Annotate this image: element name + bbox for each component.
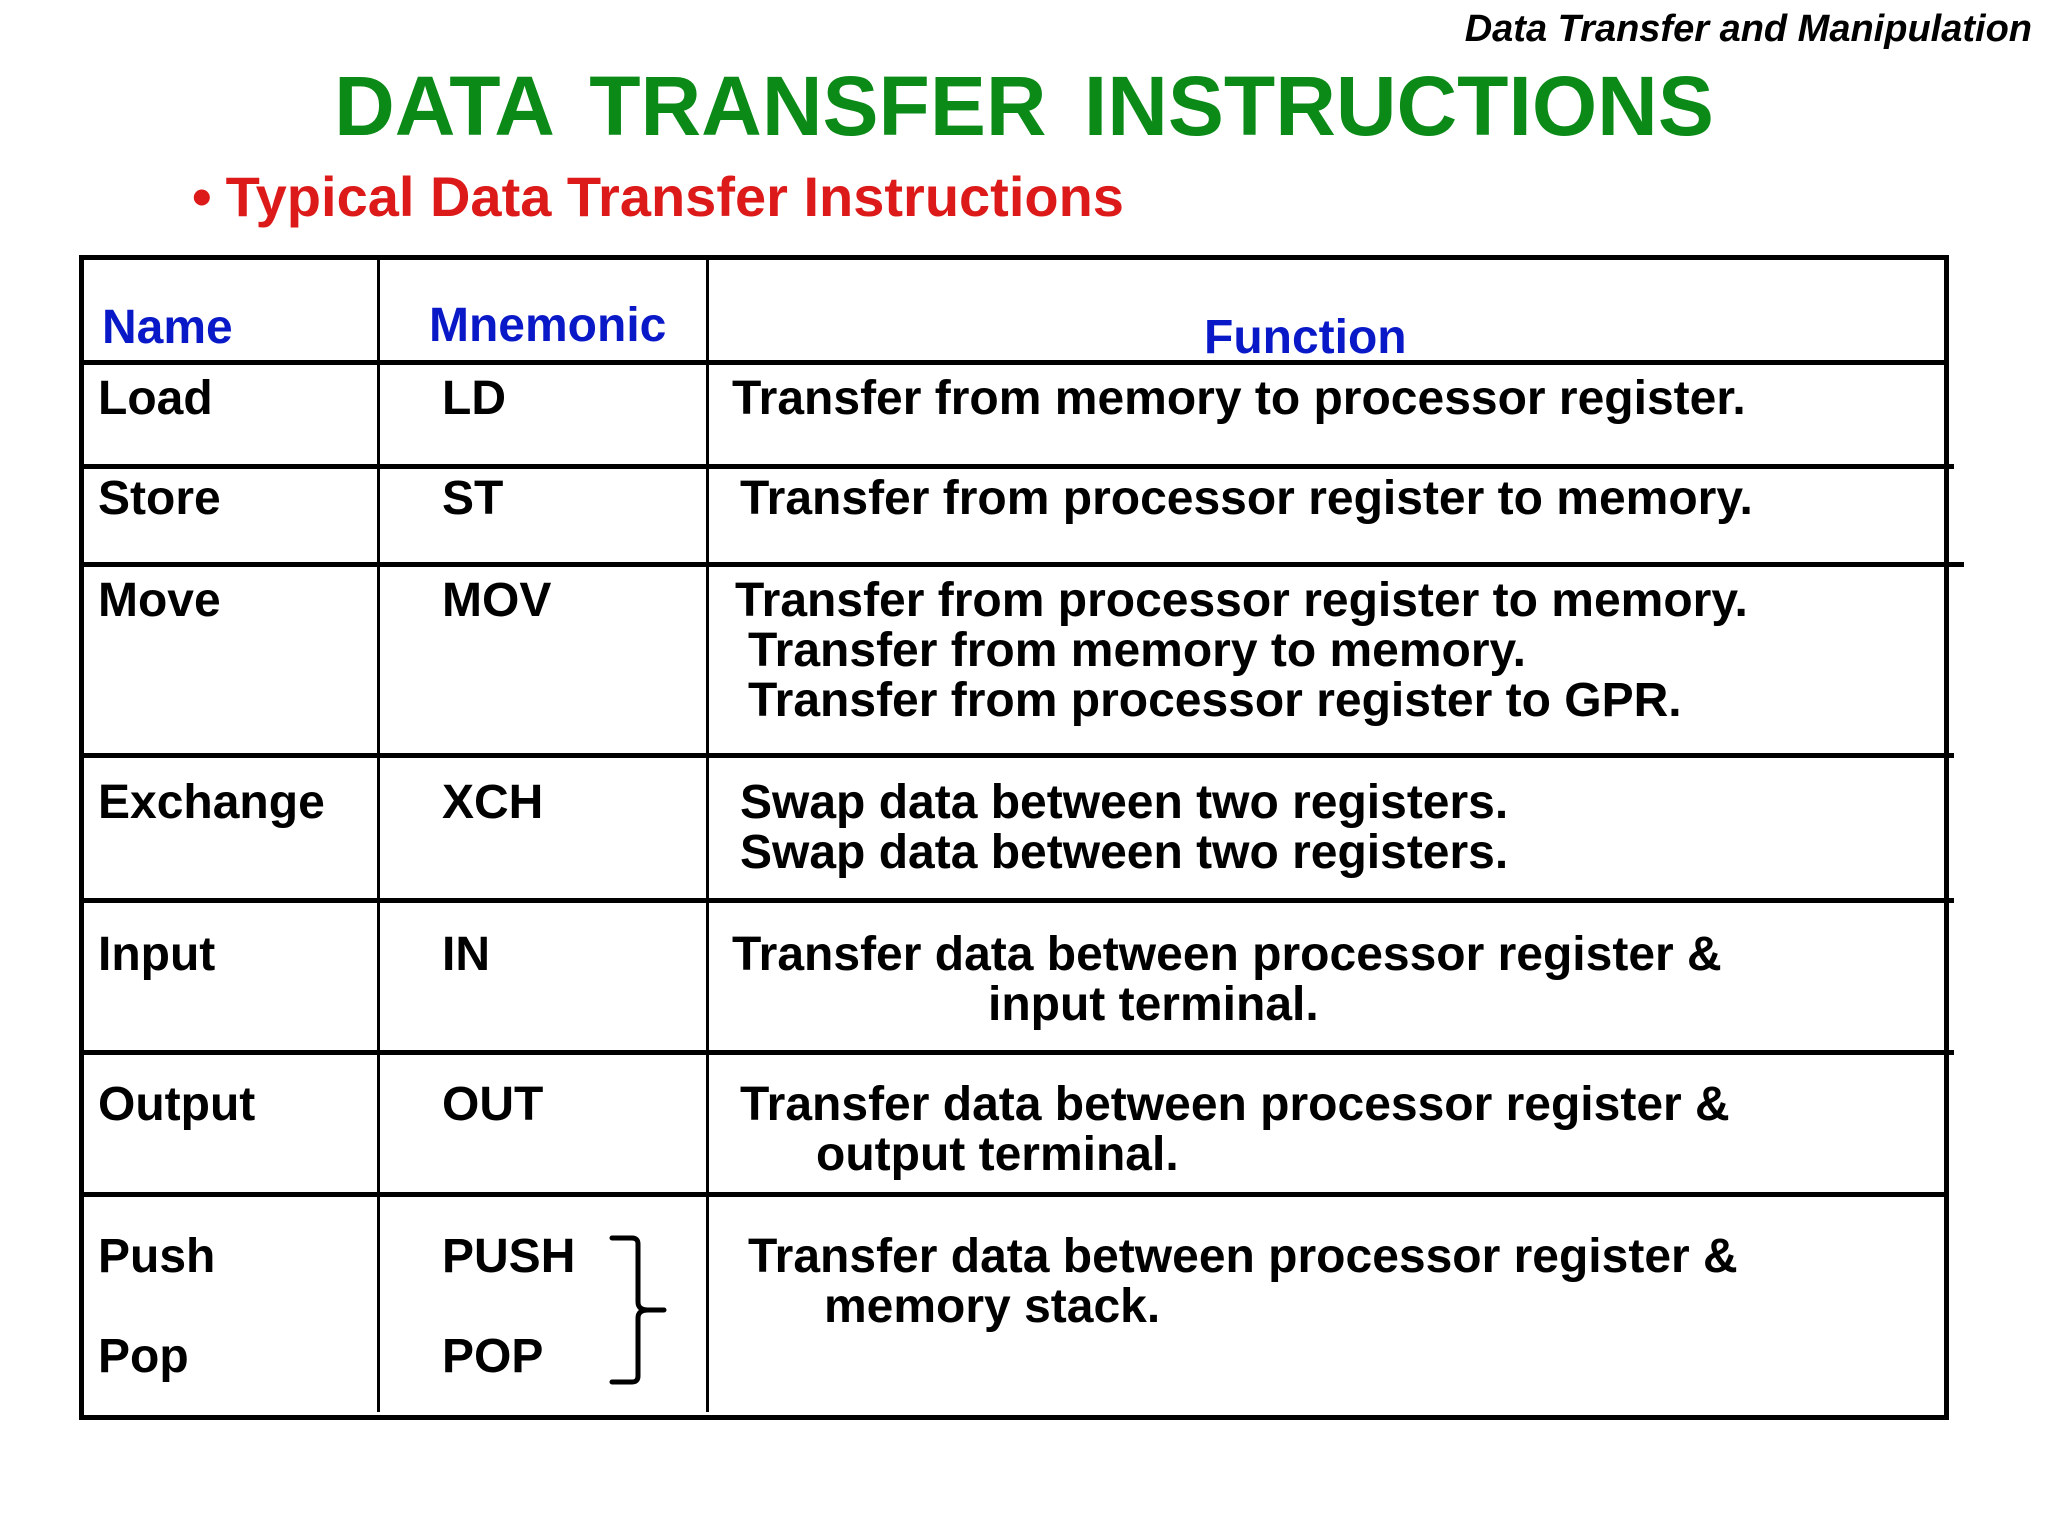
bullet-heading (192, 164, 1124, 229)
brace-icon (604, 1232, 674, 1392)
column-divider (377, 260, 380, 1412)
row-mnemonic: LD (442, 372, 506, 425)
column-divider (706, 260, 709, 1412)
row-divider (84, 1050, 1954, 1055)
bullet-icon: • (192, 165, 212, 228)
row-mnemonic: PUSH (442, 1230, 576, 1283)
row-mnemonic: XCH (442, 776, 544, 829)
row-function-line: input terminal. (988, 978, 1319, 1031)
row-name: Pop (98, 1330, 189, 1383)
row-function-line: memory stack. (824, 1280, 1161, 1333)
row-function-line: Transfer data between processor register & (732, 928, 1722, 981)
bullet-text: Typical Data Transfer Instructions (225, 165, 1124, 228)
row-function-line: Transfer from processor register to GPR. (748, 674, 1682, 727)
row-name: Push (98, 1230, 216, 1283)
row-function-line: Transfer data between processor register & (748, 1230, 1738, 1283)
row-name: Output (98, 1078, 256, 1131)
header-name: Name (102, 301, 233, 354)
header-divider (84, 360, 1944, 365)
row-divider (84, 464, 1954, 469)
row-function-line: Transfer from processor register to memory. (735, 574, 1748, 627)
row-function-line: Transfer data between processor register & (740, 1078, 1730, 1131)
row-name: Move (98, 574, 221, 627)
row-name: Exchange (98, 776, 325, 829)
instructions-table (79, 255, 1949, 1420)
row-function-line: Transfer from memory to processor register. (732, 372, 1746, 425)
row-mnemonic: POP (442, 1330, 544, 1383)
row-function-line: Swap data between two registers. (740, 826, 1509, 879)
row-divider (84, 562, 1964, 567)
slide-title: DATA TRANSFER INSTRUCTIONS (334, 59, 1714, 153)
row-divider (84, 753, 1954, 758)
row-mnemonic: OUT (442, 1078, 544, 1131)
row-divider (84, 898, 1954, 903)
row-function-line: Transfer from memory to memory. (748, 624, 1527, 677)
row-name: Input (98, 928, 216, 981)
slide-header-tag: Data Transfer and Manipulation (1464, 8, 2032, 50)
row-divider (84, 1192, 1944, 1197)
header-function: Function (1204, 311, 1407, 364)
row-mnemonic: ST (442, 472, 504, 525)
row-mnemonic: MOV (442, 574, 552, 627)
row-name: Load (98, 372, 213, 425)
row-function-line: output terminal. (816, 1128, 1179, 1181)
row-function-line: Transfer from processor register to memory. (740, 472, 1753, 525)
row-mnemonic: IN (442, 928, 490, 981)
row-function-line: Swap data between two registers. (740, 776, 1509, 829)
row-name: Store (98, 472, 221, 525)
header-mnemonic: Mnemonic (429, 299, 667, 352)
